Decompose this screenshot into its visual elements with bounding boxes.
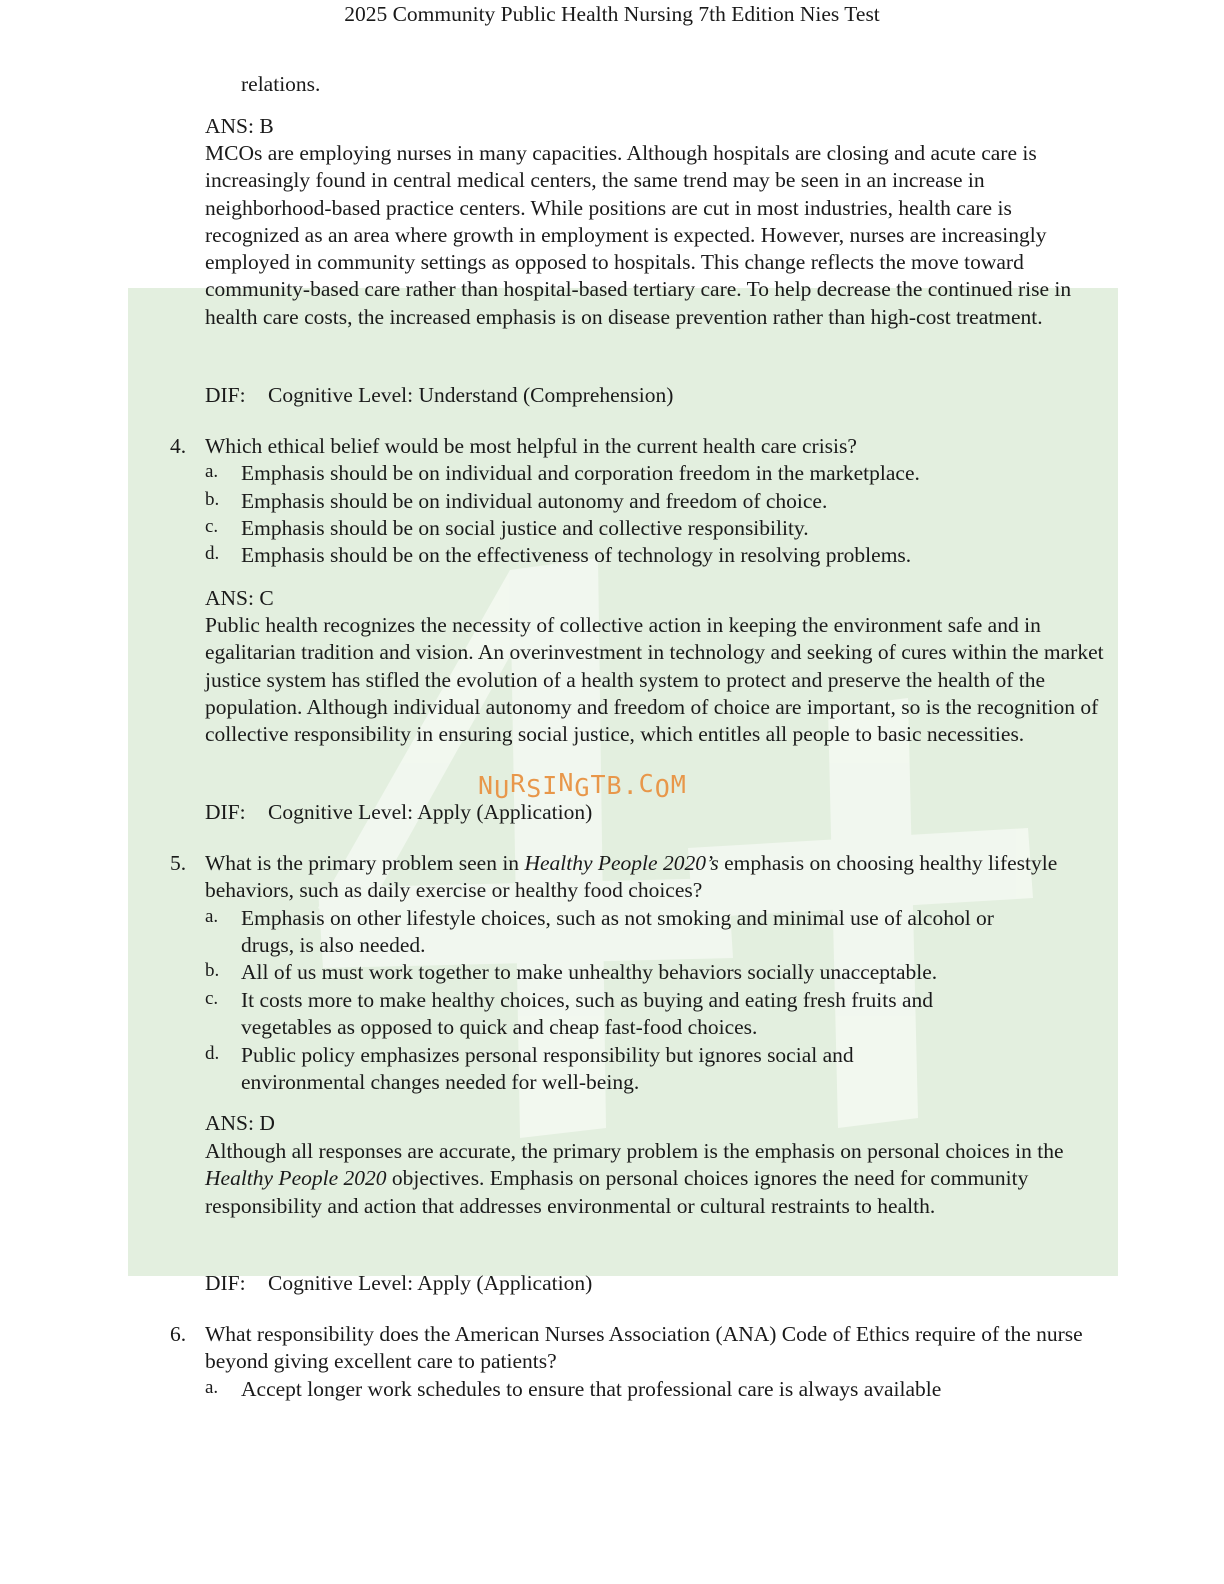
dif-label: DIF: [205,800,246,824]
option-text: Emphasis should be on individual and corporation freedom in the marketplace. [241,461,920,485]
dif-value: Cognitive Level: Apply (Application) [268,1271,593,1295]
option-text: Public policy emphasizes personal responsibility but ignores social and environmental changes needed for well-being. [241,1043,854,1095]
q4-option-c[interactable] [205,515,1110,542]
page-header: 2025 Community Public Health Nursing 7th Edition Nies Test [344,2,880,26]
option-text: Emphasis should be on social justice and collective responsibility. [241,516,809,540]
q5-number: 5. [170,851,187,875]
q5-option-a[interactable] [205,905,1005,960]
q5-rationale [205,1138,1110,1220]
rationale-italic: Healthy People 2020 [205,1166,387,1191]
option-letter: c. [205,988,219,1009]
q5-dif [205,1270,1110,1297]
dif-label: DIF: [205,383,246,407]
option-letter: c. [205,516,219,537]
q6-number: 6. [170,1322,187,1346]
option-letter: b. [205,489,220,510]
option-text: Accept longer work schedules to ensure that professional care is always available [241,1377,942,1401]
dif-label: DIF: [205,1271,246,1295]
q3-rationale: MCOs are employing nurses in many capacities. Although hospitals are closing and acute care is increasingly found in central medical centers, the same trend may be seen in an increase in neighborhood-based practice centers. While positions are cut in most industries, health care is recognized as an area where growth in employment is expected. However, nurses are increasingly employed in community settings as opposed to hospitals. This change reflects the move toward community-based care rather than hospital-based tertiary care. To help decrease the continued rise in health care costs, the increased emphasis is on disease prevention rather than high-cost treatment. [205,141,1072,329]
q3-continuation: relations. [241,72,321,96]
q4-answer: ANS: C [205,586,274,610]
q5-option-d[interactable] [205,1042,945,1097]
stem-italic: Healthy People 2020’s [524,851,719,875]
q5-option-b[interactable] [205,959,1110,986]
stem-text: emphasis on choosing healthy lifestyle behaviors, such as daily exercise or healthy food choices? [205,851,1058,903]
q4-dif [205,799,1110,826]
option-letter: a. [205,461,219,482]
option-letter: b. [205,960,220,981]
q4-stem: Which ethical belief would be most helpful in the current health care crisis? [205,434,857,458]
option-letter: a. [205,906,219,927]
option-letter: d. [205,1043,220,1064]
q4-option-a[interactable] [205,460,1110,487]
option-letter: a. [205,1377,219,1398]
q6-option-a[interactable] [205,1376,1110,1403]
dif-value: Cognitive Level: Understand (Comprehension) [268,383,674,407]
option-text: Emphasis on other lifestyle choices, such as not smoking and minimal use of alcohol or drugs, is also needed. [241,906,994,958]
option-text: It costs more to make healthy choices, such as buying and eating fresh fruits and vegetables as opposed to quick and cheap fast-food choices. [241,988,933,1040]
rationale-text: Although all responses are accurate, the primary problem is the emphasis on personal choices in the [205,1139,1064,1163]
q5-answer: ANS: D [205,1111,275,1135]
q3-answer: ANS: B [205,114,274,138]
option-text: Emphasis should be on the effectiveness of technology in resolving problems. [241,543,912,567]
q4-rationale: Public health recognizes the necessity of collective action in keeping the environment safe and in egalitarian tradition and vision. An overinvestment in technology and seeking of cures within the market justice system has stifled the evolution of a health system to protect and preserve the health of the population. Although individual autonomy and freedom of choice are important, so is the recognition of collective responsibility in ensuring social justice, which entitles all people to basic necessities. [205,613,1104,747]
stem-text: What is the primary problem seen in [205,851,525,875]
q3-dif [205,382,1110,409]
rationale-text: objectives. Emphasis on personal choices ignores the need for community responsibility and action that addresses environmental or cultural restraints to health. [205,1166,1029,1218]
q4-option-d[interactable] [205,542,1110,569]
option-letter: d. [205,543,220,564]
watermark-text: NURSINGTB.COM [478,768,687,804]
option-text: Emphasis should be on individual autonomy and freedom of choice. [241,489,828,513]
q6-stem: What responsibility does the American Nurses Association (ANA) Code of Ethics require of the nurse beyond giving excellent care to patients? [205,1322,1083,1374]
q5-option-c[interactable] [205,987,1025,1042]
q5-stem [205,850,1110,905]
q4-number: 4. [170,434,187,458]
option-text: All of us must work together to make unhealthy behaviors socially unacceptable. [241,960,938,984]
q4-option-b[interactable] [205,488,1110,515]
dif-value: Cognitive Level: Apply (Application) [268,800,593,824]
